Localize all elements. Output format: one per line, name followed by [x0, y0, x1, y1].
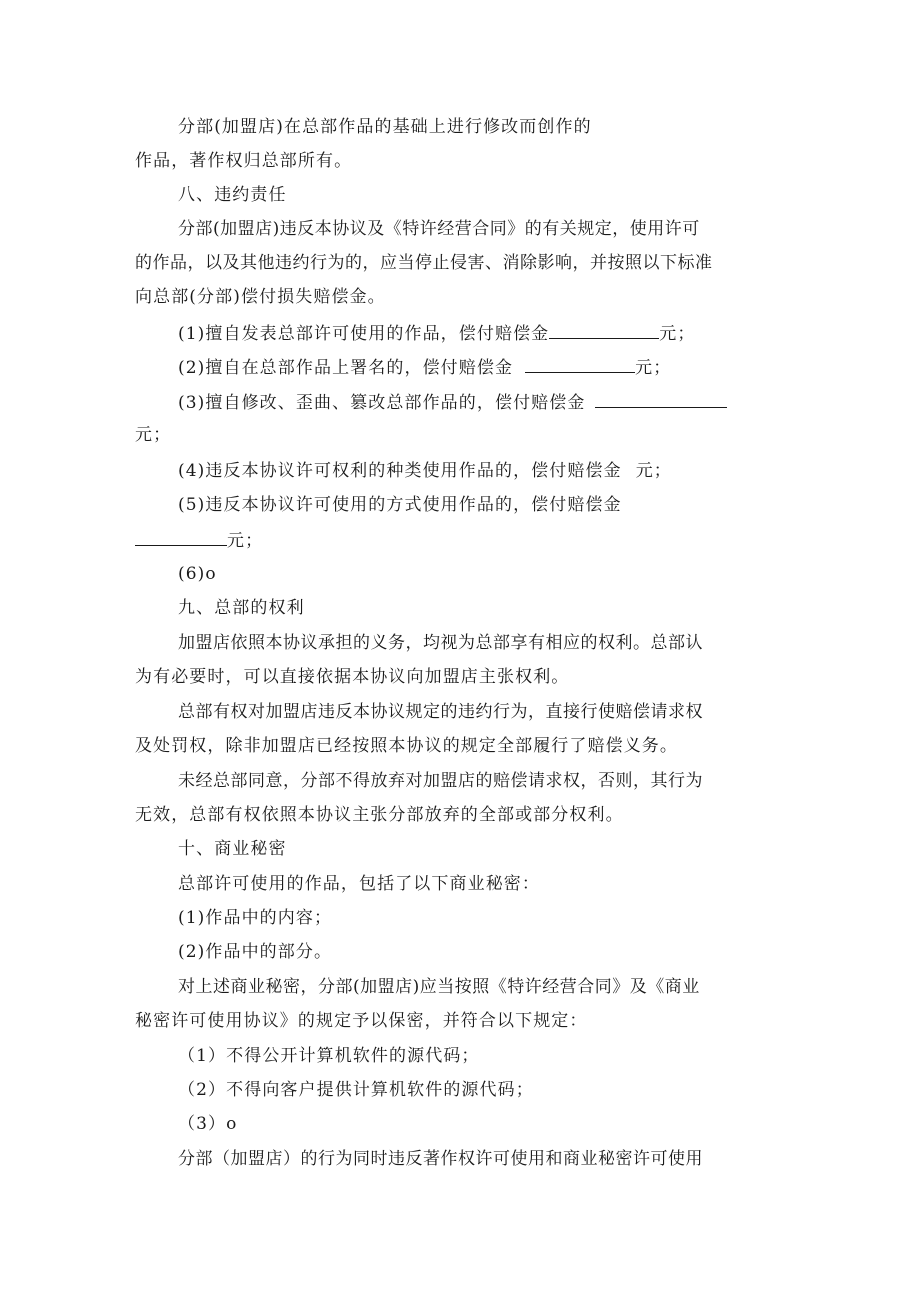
- paragraph-line-5: 向总部(分部)偿付损失赔偿金。: [135, 287, 386, 307]
- clause-item-3-text: (3)擅自修改、歪曲、篡改总部作品的，偿付赔偿金: [178, 393, 586, 413]
- clause-item-3: [178, 391, 727, 413]
- section-heading-rights: 九、总部的权利: [178, 598, 305, 618]
- section-heading-secrets: 十、商业秘密: [178, 839, 287, 859]
- rule-item-2: （2）不得向客户提供计算机软件的源代码；: [178, 1080, 534, 1100]
- amount-blank: [525, 356, 635, 373]
- paragraph-line-11: 无效，总部有权依照本协议主张分部放弃的全部或部分权利。: [135, 805, 624, 825]
- list-item-2: (2)作品中的部分。: [178, 942, 333, 962]
- clause-item-1-text: (1)擅自发表总部许可使用的作品，偿付赔偿金: [178, 324, 550, 344]
- paragraph-line-15: 分部（加盟店）的行为同时违反著作权许可使用和商业秘密许可使用: [178, 1149, 703, 1169]
- clause-item-6: (6)o: [178, 564, 217, 584]
- paragraph-line-10: 未经总部同意，分部不得放弃对加盟店的赔偿请求权，否则，其行为: [178, 771, 703, 791]
- paragraph-line-6: 加盟店依照本协议承担的义务，均视为总部享有相应的权利。总部认: [178, 633, 703, 653]
- list-item-1: (1)作品中的内容；: [178, 908, 333, 928]
- paragraph-line-2: 作品，著作权归总部所有。: [135, 151, 353, 171]
- paragraph-line-14: 秘密许可使用协议》的规定予以保密，并符合以下规定：: [135, 1011, 588, 1031]
- paragraph-line-12: 总部许可使用的作品，包括了以下商业秘密：: [178, 874, 540, 894]
- currency-unit: 元；: [227, 531, 264, 551]
- paragraph-line-4: 的作品，以及其他违约行为的，应当停止侵害、消除影响，并按照以下标准: [135, 253, 713, 273]
- paragraph-line-7: 为有必要时，可以直接依据本协议向加盟店主张权利。: [135, 667, 570, 687]
- paragraph-line-9: 及处罚权，除非加盟店已经按照本协议的规定全部履行了赔偿义务。: [135, 736, 678, 756]
- currency-unit: 元；: [635, 358, 672, 378]
- clause-item-3-unit: 元；: [135, 425, 172, 445]
- rule-item-3: （3）o: [178, 1114, 238, 1134]
- paragraph-line-1: 分部(加盟店)在总部作品的基础上进行修改而创作的: [178, 117, 592, 137]
- clause-item-2-text: (2)擅自在总部作品上署名的，偿付赔偿金: [178, 358, 514, 378]
- paragraph-line-13: 对上述商业秘密，分部(加盟店)应当按照《特许经营合同》及《商业: [178, 977, 700, 997]
- amount-blank: [135, 529, 227, 546]
- paragraph-line-3: 分部(加盟店)违反本协议及《特许经营合同》的有关规定，使用许可: [178, 219, 700, 239]
- rule-item-1: （1）不得公开计算机软件的源代码；: [178, 1046, 480, 1066]
- clause-item-1: [178, 322, 695, 344]
- amount-blank: [595, 391, 727, 408]
- clause-item-5: (5)违反本协议许可使用的方式使用作品的，偿付赔偿金: [178, 495, 622, 515]
- clause-item-4-text: (4)违反本协议许可权利的种类使用作品的，偿付赔偿金: [178, 461, 622, 481]
- currency-unit: 元；: [635, 461, 672, 481]
- clause-item-4: [178, 461, 672, 481]
- section-heading-breach: 八、违约责任: [178, 185, 287, 205]
- amount-blank: [549, 322, 659, 339]
- currency-unit: 元；: [659, 324, 696, 344]
- clause-item-2: [178, 356, 671, 378]
- clause-item-5-unit: [135, 529, 263, 551]
- paragraph-line-8: 总部有权对加盟店违反本协议规定的违约行为，直接行使赔偿请求权: [178, 702, 703, 722]
